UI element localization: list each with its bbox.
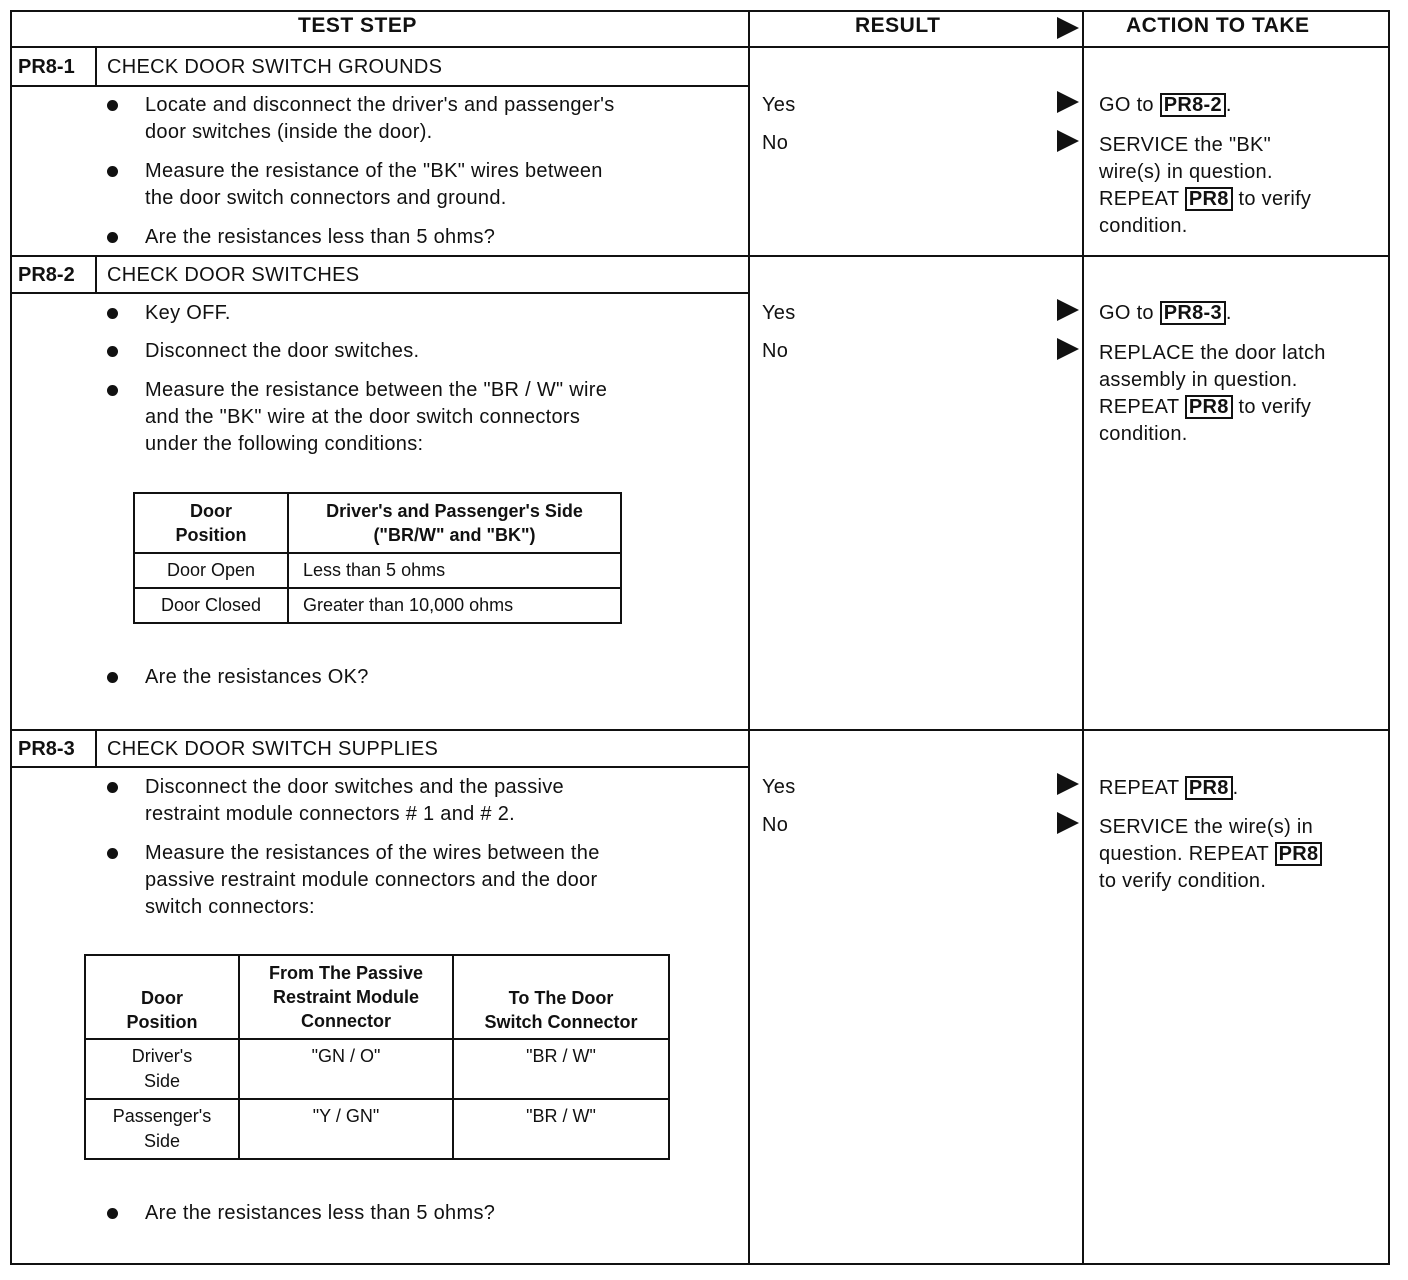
table-header: To The Door Switch Connector [453,955,669,1039]
table-row: Door Closed Greater than 10,000 ohms [134,588,621,623]
step-ref-link[interactable]: PR8-2 [1160,93,1226,117]
result-no: No [762,340,789,362]
result-yes: Yes [762,776,796,798]
bullet-dot-icon [107,848,118,859]
header-test-step: TEST STEP [298,14,417,37]
result-arrow-icon [1057,299,1079,321]
table-bottom-border [10,1263,1390,1265]
table-header: From The Passive Restraint Module Connector [239,955,453,1039]
header-action: ACTION TO TAKE [1126,14,1310,37]
step3-title-underline [10,766,750,768]
step1-id-divider [95,46,97,86]
step2-bottom-border [10,729,1390,731]
door-switch-resistance-table [133,492,622,624]
bullet-dot-icon [107,346,118,357]
header-result: RESULT [855,14,941,37]
result-right-border [1082,10,1084,1265]
action-no: SERVICE the wire(s) in question. REPEAT PR8 to verify condition. [1099,814,1379,895]
action-yes: GO to PR8-2 . [1099,94,1232,116]
bullet-dot-icon [107,672,118,683]
bullet-dot-icon [107,166,118,177]
step2-id-divider [95,255,97,293]
wire-resistance-table [84,954,670,1160]
bullet-dot-icon [107,232,118,243]
step-ref-link[interactable]: PR8-3 [1160,301,1226,325]
table-left-border [10,10,12,1265]
step-title: CHECK DOOR SWITCHES [107,264,360,286]
step-ref-link[interactable]: PR8 [1275,842,1323,866]
result-arrow-icon [1057,130,1079,152]
step-id: PR8-2 [18,264,75,286]
bullet-dot-icon [107,1208,118,1219]
result-yes: Yes [762,302,796,324]
table-header: Door Position [85,955,239,1039]
table-row: Passenger's Side "Y / GN" "BR / W" [85,1099,669,1159]
action-yes: REPEAT PR8 . [1099,777,1239,799]
result-arrow-icon [1057,773,1079,795]
table-row: Door Open Less than 5 ohms [134,553,621,588]
table-header: Driver's and Passenger's Side ("BR/W" and "BK") [288,493,621,553]
action-yes: GO to PR8-3 . [1099,302,1232,324]
result-no: No [762,132,789,154]
action-no: SERVICE the "BK" wire(s) in question. REPEAT PR8 to verify condition. [1099,134,1312,237]
step1-bottom-border [10,255,1390,257]
step-ref-link[interactable]: PR8 [1185,395,1233,419]
bullet-dot-icon [107,782,118,793]
step2-title-underline [10,292,750,294]
result-yes: Yes [762,94,796,116]
step-title: CHECK DOOR SWITCH SUPPLIES [107,738,439,760]
step1-title-underline [10,85,750,87]
step-id: PR8-1 [18,56,75,78]
bullet-dot-icon [107,385,118,396]
result-arrow-icon [1057,812,1079,834]
table-top-border [10,10,1390,12]
bullet-dot-icon [107,308,118,319]
table-right-border [1388,10,1390,1265]
bullet-dot-icon [107,100,118,111]
table-header: Door Position [134,493,288,553]
action-no: REPLACE the door latch assembly in question. REPEAT PR8 to verify condition. [1099,342,1326,445]
table-row: Driver's Side "GN / O" "BR / W" [85,1039,669,1099]
header-bottom-border [10,46,1390,48]
result-no: No [762,814,789,836]
result-arrow-icon [1057,338,1079,360]
step-id: PR8-3 [18,738,75,760]
step3-id-divider [95,729,97,767]
result-arrow-icon [1057,91,1079,113]
step-ref-link[interactable]: PR8 [1185,776,1233,800]
step-ref-link[interactable]: PR8 [1185,187,1233,211]
step-title: CHECK DOOR SWITCH GROUNDS [107,56,443,78]
header-arrow-icon [1057,17,1079,39]
test-step-right-border [748,10,750,1265]
